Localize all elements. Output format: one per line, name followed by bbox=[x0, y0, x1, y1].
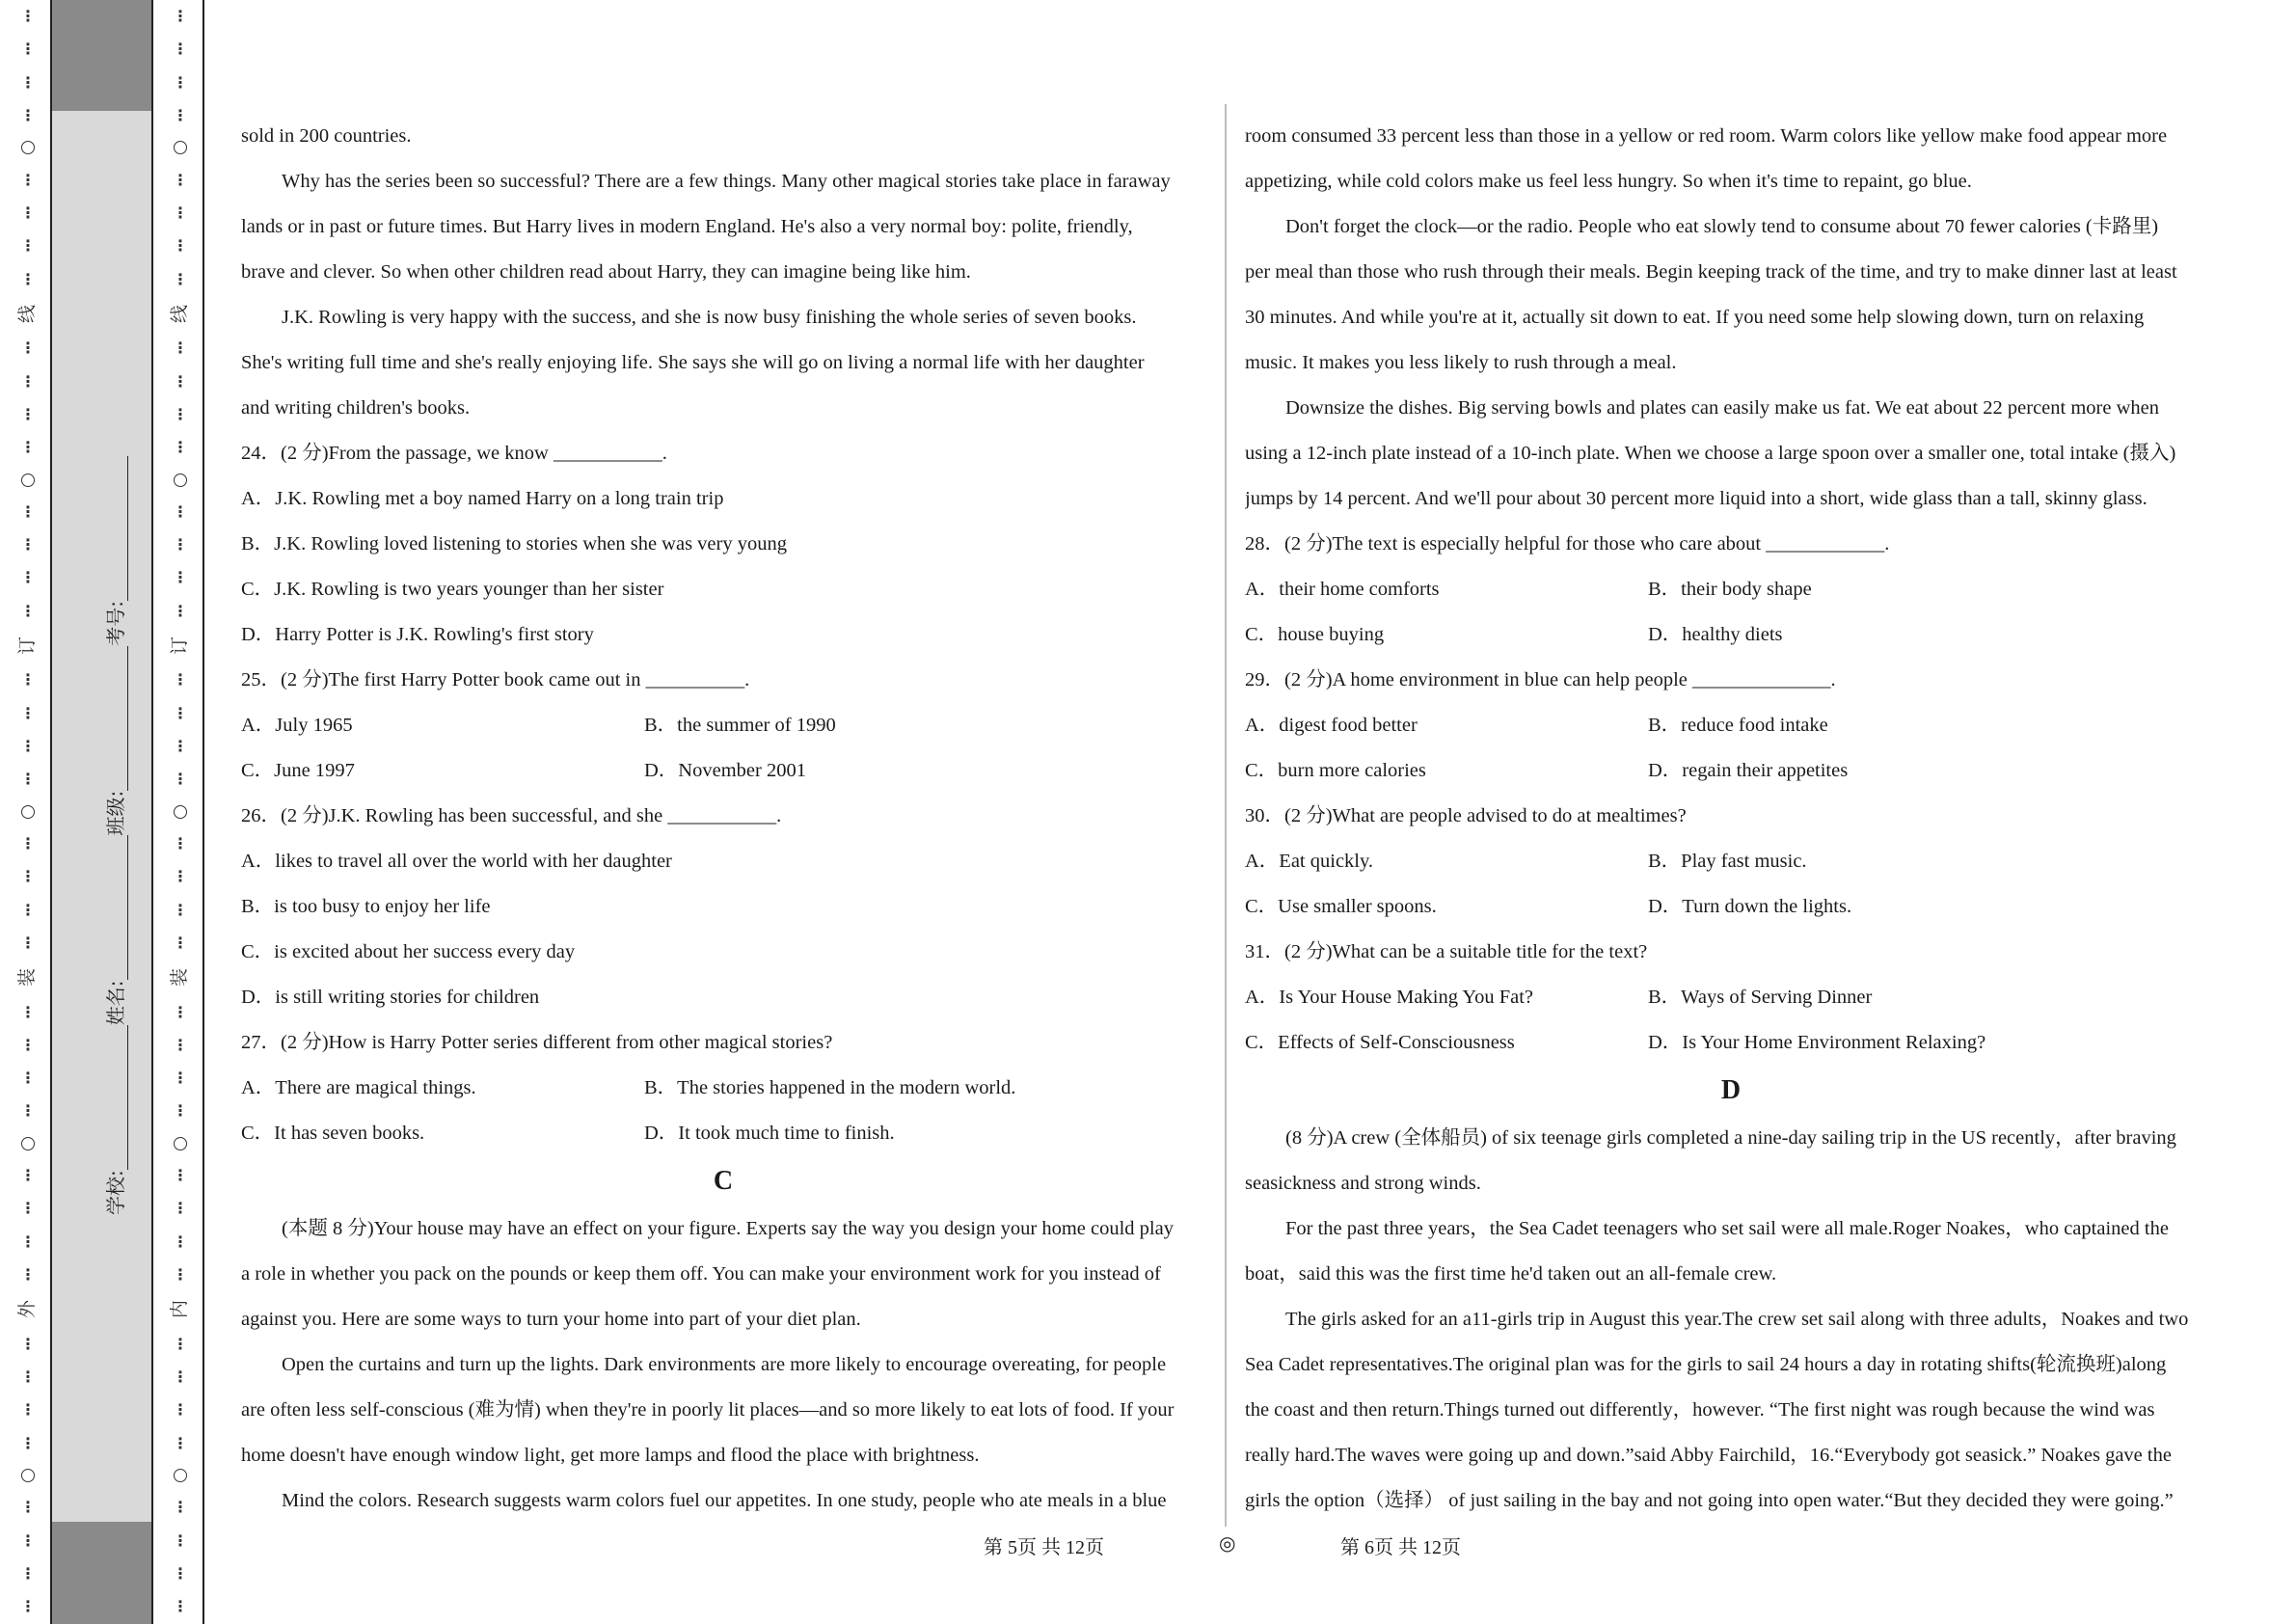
cut-line-dots: ⋮ bbox=[173, 1563, 188, 1583]
cut-line-dots: ⋮ bbox=[173, 703, 188, 722]
passage-line: (8 分)A crew (全体船员) of six teenage girls completed a nine-day sailing trip in the US recently，after braving bbox=[1285, 1127, 2176, 1149]
passage-line: home doesn't have enough window light, get more lamps and flood the place with brightness. bbox=[241, 1445, 980, 1466]
class-field[interactable] bbox=[100, 646, 128, 836]
question-stem: 27．(2 分)How is Harry Potter series different from other magical stories? bbox=[241, 1032, 833, 1053]
passage-line: 30 minutes. And while you're at it, actually sit down to eat. If you need some help slowing down, turn on relaxing bbox=[1245, 307, 2145, 328]
outer-label: 装 bbox=[16, 968, 39, 988]
passage-line: really hard.The waves were going up and down.”said Abby Fairchild，16.“Everybody got seasick.” Noakes gave the bbox=[1245, 1445, 2172, 1466]
outer-label: 订 bbox=[16, 636, 39, 656]
cut-line-dots: ⋮ bbox=[173, 1334, 188, 1353]
left-page-number: 第 5页 共 12页 bbox=[984, 1537, 1104, 1558]
cut-line-circle bbox=[21, 141, 35, 154]
passage-line: music. It makes you less likely to rush through a meal. bbox=[1245, 352, 1677, 373]
cut-line-dots: ⋮ bbox=[173, 72, 188, 92]
inner-label: 订 bbox=[169, 636, 191, 656]
right-page-number: 第 6页 共 12页 bbox=[1340, 1537, 1461, 1558]
cut-line-dots: ⋮ bbox=[20, 1035, 36, 1054]
passage-line: seasickness and strong winds. bbox=[1245, 1173, 1481, 1194]
cut-line-dots: ⋮ bbox=[20, 933, 36, 952]
school-label: 学校: bbox=[104, 1170, 127, 1215]
cut-line-circle bbox=[21, 474, 35, 487]
cut-line-dots: ⋮ bbox=[20, 106, 36, 125]
cut-line-dots: ⋮ bbox=[20, 1265, 36, 1285]
page-5-column bbox=[241, 114, 1205, 1524]
cut-line-dots: ⋮ bbox=[173, 1498, 188, 1517]
cut-line-dots: ⋮ bbox=[20, 1002, 36, 1021]
cut-line-dots: ⋮ bbox=[20, 501, 36, 521]
cut-line-dots: ⋮ bbox=[20, 1433, 36, 1452]
cut-line-dots: ⋮ bbox=[173, 1530, 188, 1550]
option-a[interactable]: A．likes to travel all over the world with her daughter bbox=[241, 851, 672, 872]
passage-line: lands or in past or future times. But Harry lives in modern England. He's also a very normal boy: polite, friendly, bbox=[241, 216, 1133, 237]
option-b[interactable]: B．J.K. Rowling loved listening to stories when she was very young bbox=[241, 533, 787, 555]
cut-line-dots: ⋮ bbox=[20, 438, 36, 457]
passage-line: boat，said this was the first time he'd taken out an all-female crew. bbox=[1245, 1263, 1777, 1285]
option-c[interactable]: C．Use smaller spoons. bbox=[1245, 896, 1437, 917]
binding-line-2 bbox=[151, 0, 153, 1624]
exam-number-blank[interactable] bbox=[106, 456, 128, 601]
option-d[interactable]: D．regain their appetites bbox=[1648, 760, 1849, 781]
question-stem: 31．(2 分)What can be a suitable title for the text? bbox=[1245, 941, 1648, 962]
cut-line-dots: ⋮ bbox=[20, 1400, 36, 1420]
option-b[interactable]: B．Ways of Serving Dinner bbox=[1648, 987, 1873, 1008]
cut-line-dots: ⋮ bbox=[173, 1069, 188, 1088]
cut-line-dots: ⋮ bbox=[173, 1232, 188, 1251]
cut-line-dots: ⋮ bbox=[173, 1166, 188, 1185]
option-b[interactable]: B．reduce food intake bbox=[1648, 715, 1828, 736]
question-stem: 30．(2 分)What are people advised to do at mealtimes? bbox=[1245, 805, 1687, 826]
passage-line: using a 12-inch plate instead of a 10-inch plate. When we choose a large spoon over a smaller one, total intake (摄入) bbox=[1245, 443, 2176, 464]
passage-line: the coast and then return.Things turned out differently，however. “The first night was rough because the wind was bbox=[1245, 1399, 2155, 1421]
cut-line-dots: ⋮ bbox=[173, 1265, 188, 1285]
cut-line-dots: ⋮ bbox=[173, 770, 188, 789]
cut-line-dots: ⋮ bbox=[173, 900, 188, 919]
passage-line: brave and clever. So when other children read about Harry, they can imagine being like him. bbox=[241, 261, 971, 283]
cut-line-dots: ⋮ bbox=[20, 371, 36, 391]
cut-line-dots: ⋮ bbox=[173, 737, 188, 756]
passage-line: jumps by 14 percent. And we'll pour about 30 percent more liquid into a short, wide glass than a tall, skinny glass. bbox=[1245, 488, 2147, 509]
cut-line-dots: ⋮ bbox=[20, 1334, 36, 1353]
passage-line: sold in 200 countries. bbox=[241, 125, 412, 147]
passage-c-continued bbox=[1245, 114, 2217, 522]
inner-label: 内 bbox=[169, 1300, 191, 1319]
binding-dark-block-top bbox=[50, 0, 152, 111]
question-stem: 25．(2 分)The first Harry Potter book came out in __________. bbox=[241, 669, 750, 690]
section-c-heading: C bbox=[713, 1166, 734, 1196]
page-6-column bbox=[1245, 114, 2217, 1524]
question-25 bbox=[241, 658, 1205, 794]
cut-line-dots: ⋮ bbox=[20, 703, 36, 722]
passage-line: The girls asked for an a11-girls trip in August this year.The crew set sail along with three adults，Noakes and two bbox=[1285, 1309, 2189, 1330]
option-d[interactable]: D．Is Your Home Environment Relaxing? bbox=[1648, 1032, 1986, 1053]
cut-line-dots: ⋮ bbox=[20, 568, 36, 587]
option-b[interactable]: B．Play fast music. bbox=[1648, 851, 1807, 872]
cut-line-circle bbox=[174, 1469, 187, 1482]
outer-cut-line bbox=[14, 0, 42, 1624]
cut-line-dots: ⋮ bbox=[173, 106, 188, 125]
name-field[interactable] bbox=[100, 836, 128, 1026]
cut-line-dots: ⋮ bbox=[173, 833, 188, 853]
passage-b-continued bbox=[241, 114, 1205, 431]
inner-label: 装 bbox=[169, 968, 191, 988]
cut-line-dots: ⋮ bbox=[20, 670, 36, 690]
cut-line-dots: ⋮ bbox=[173, 1400, 188, 1420]
cut-line-dots: ⋮ bbox=[173, 867, 188, 886]
option-a[interactable]: A．J.K. Rowling met a boy named Harry on a long train trip bbox=[241, 488, 724, 509]
cut-line-dots: ⋮ bbox=[20, 833, 36, 853]
cut-line-dots: ⋮ bbox=[20, 1498, 36, 1517]
cut-line-dots: ⋮ bbox=[20, 236, 36, 256]
cut-line-dots: ⋮ bbox=[173, 535, 188, 555]
cut-line-dots: ⋮ bbox=[173, 501, 188, 521]
question-26 bbox=[241, 794, 1205, 1020]
outer-label: 外 bbox=[16, 1300, 39, 1319]
cut-line-dots: ⋮ bbox=[20, 737, 36, 756]
passage-line: are often less self-conscious (难为情) when they're in poorly lit places—and so more likely to eat lots of food. If your bbox=[241, 1399, 1175, 1421]
page-footer bbox=[0, 1531, 2296, 1570]
option-a[interactable]: A．July 1965 bbox=[241, 715, 353, 736]
school-blank[interactable] bbox=[106, 1025, 128, 1170]
passage-line: For the past three years，the Sea Cadet teenagers who set sail were all male.Roger Noakes，who captained the bbox=[1285, 1218, 2169, 1239]
option-d[interactable]: D．healthy diets bbox=[1648, 624, 1783, 645]
passage-line: room consumed 33 percent less than those in a yellow or red room. Warm colors like yellow make food appear more bbox=[1245, 125, 2168, 147]
cut-line-dots: ⋮ bbox=[20, 404, 36, 423]
question-stem: 26．(2 分)J.K. Rowling has been successful, and she ___________. bbox=[241, 805, 782, 826]
option-d[interactable]: D．It took much time to finish. bbox=[644, 1123, 895, 1144]
passage-d bbox=[1245, 1116, 2217, 1524]
cut-line-dots: ⋮ bbox=[173, 203, 188, 223]
cut-line-circle bbox=[21, 805, 35, 819]
passage-line: Don't forget the clock—or the radio. People who eat slowly tend to consume about 70 fewer calories (卡路里) bbox=[1285, 216, 2159, 237]
passage-line: Sea Cadet representatives.The original plan was for the girls to sail 24 hours a day in rotating shifts(轮流换班)along bbox=[1245, 1354, 2167, 1375]
cut-line-dots: ⋮ bbox=[173, 1433, 188, 1452]
cut-line-dots: ⋮ bbox=[20, 1069, 36, 1088]
passage-line: Mind the colors. Research suggests warm colors fuel our appetites. In one study, people who ate meals in a blue bbox=[282, 1490, 1167, 1511]
cut-line-circle bbox=[174, 474, 187, 487]
option-b[interactable]: B．the summer of 1990 bbox=[644, 715, 836, 736]
cut-line-dots: ⋮ bbox=[173, 1035, 188, 1054]
cut-line-dots: ⋮ bbox=[20, 1166, 36, 1185]
column-divider bbox=[1225, 104, 1227, 1527]
cut-line-dots: ⋮ bbox=[20, 170, 36, 189]
passage-line: appetizing, while cold colors make us feel less hungry. So when it's time to repaint, go blue. bbox=[1245, 171, 1972, 192]
cut-line-circle bbox=[21, 1137, 35, 1150]
cut-line-dots: ⋮ bbox=[173, 438, 188, 457]
cut-line-dots: ⋮ bbox=[173, 1367, 188, 1386]
option-a[interactable]: A．digest food better bbox=[1245, 715, 1418, 736]
passage-line: per meal than those who rush through their meals. Begin keeping track of the time, and try to make dinner last at least bbox=[1245, 261, 2177, 283]
cut-line-dots: ⋮ bbox=[173, 338, 188, 358]
option-a[interactable]: A．There are magical things. bbox=[241, 1077, 476, 1098]
cut-line-dots: ⋮ bbox=[173, 371, 188, 391]
passage-line: a role in whether you pack on the pounds or keep them off. You can make your environment work for you instead of bbox=[241, 1263, 1161, 1285]
option-d[interactable]: D．is still writing stories for children bbox=[241, 987, 540, 1008]
question-31 bbox=[1245, 930, 2217, 1066]
question-stem: 28．(2 分)The text is especially helpful for those who care about ____________. bbox=[1245, 533, 1890, 555]
cut-line-dots: ⋮ bbox=[20, 770, 36, 789]
passage-line: girls the option（选择） of just sailing in the bay and not going into open water.“But they decided they were going.” bbox=[1245, 1490, 2174, 1511]
binding-line-3 bbox=[203, 0, 204, 1624]
name-label: 姓名: bbox=[104, 980, 127, 1026]
cut-line-dots: ⋮ bbox=[20, 1530, 36, 1550]
cut-line-dots: ⋮ bbox=[173, 236, 188, 256]
cut-line-dots: ⋮ bbox=[173, 404, 188, 423]
passage-line: J.K. Rowling is very happy with the success, and she is now busy finishing the whole series of seven books. bbox=[282, 307, 1137, 328]
question-stem: 24．(2 分)From the passage, we know ___________. bbox=[241, 443, 667, 464]
question-30 bbox=[1245, 794, 2217, 930]
passage-line: and writing children's books. bbox=[241, 397, 471, 419]
option-a[interactable]: A．their home comforts bbox=[1245, 579, 1440, 600]
cut-line-dots: ⋮ bbox=[173, 1199, 188, 1218]
option-c[interactable]: C．burn more calories bbox=[1245, 760, 1426, 781]
option-c[interactable]: C．J.K. Rowling is two years younger than her sister bbox=[241, 579, 664, 600]
outer-label: 线 bbox=[16, 304, 39, 323]
cut-line-circle bbox=[174, 1137, 187, 1150]
name-blank[interactable] bbox=[106, 836, 128, 981]
question-29 bbox=[1245, 658, 2217, 794]
cut-line-dots: ⋮ bbox=[20, 867, 36, 886]
cut-line-dots: ⋮ bbox=[20, 1367, 36, 1386]
option-c[interactable]: C．It has seven books. bbox=[241, 1123, 425, 1144]
option-b[interactable]: B．The stories happened in the modern world. bbox=[644, 1077, 1016, 1098]
cut-line-dots: ⋮ bbox=[20, 203, 36, 223]
question-27 bbox=[241, 1020, 1205, 1156]
cut-line-dots: ⋮ bbox=[20, 1199, 36, 1218]
cut-line-dots: ⋮ bbox=[20, 535, 36, 555]
cut-line-dots: ⋮ bbox=[173, 670, 188, 690]
cut-line-dots: ⋮ bbox=[173, 568, 188, 587]
class-label: 班级: bbox=[104, 790, 127, 836]
cut-line-circle bbox=[21, 1469, 35, 1482]
option-a[interactable]: A．Eat quickly. bbox=[1245, 851, 1374, 872]
cut-line-dots: ⋮ bbox=[20, 601, 36, 620]
exam-number-field[interactable] bbox=[100, 456, 128, 646]
cut-line-circle bbox=[174, 141, 187, 154]
option-c[interactable]: C．house buying bbox=[1245, 624, 1385, 645]
passage-line: Why has the series been so successful? There are a few things. Many other magical stories take place in faraway bbox=[282, 171, 1171, 192]
option-d[interactable]: D．Harry Potter is J.K. Rowling's first story bbox=[241, 624, 594, 645]
passage-line: Downsize the dishes. Big serving bowls and plates can easily make us fat. We eat about 22 percent more when bbox=[1285, 397, 2159, 419]
option-a[interactable]: A．Is Your House Making You Fat? bbox=[1245, 987, 1533, 1008]
cut-line-dots: ⋮ bbox=[173, 601, 188, 620]
cut-line-dots: ⋮ bbox=[20, 338, 36, 358]
section-d-heading: D bbox=[1720, 1075, 1742, 1105]
option-c[interactable]: C．June 1997 bbox=[241, 760, 355, 781]
question-28 bbox=[1245, 522, 2217, 658]
passage-line: Open the curtains and turn up the lights. Dark environments are more likely to encourage overeating, for people bbox=[282, 1354, 1167, 1375]
option-c[interactable]: C．Effects of Self-Consciousness bbox=[1245, 1032, 1515, 1053]
option-d[interactable]: D．Turn down the lights. bbox=[1648, 896, 1852, 917]
cut-line-dots: ⋮ bbox=[20, 269, 36, 288]
passage-c bbox=[241, 1206, 1205, 1524]
cut-line-dots: ⋮ bbox=[20, 72, 36, 92]
passage-line: (本题 8 分)Your house may have an effect on your figure. Experts say the way you design your home could play bbox=[282, 1218, 1174, 1239]
student-info-fields bbox=[100, 456, 128, 1215]
option-c[interactable]: C．is excited about her success every day bbox=[241, 941, 576, 962]
exam-number-label: 考号: bbox=[104, 601, 127, 646]
binding-line-1 bbox=[50, 0, 52, 1624]
cut-line-dots: ⋮ bbox=[173, 1101, 188, 1121]
cut-line-dots: ⋮ bbox=[173, 7, 188, 26]
cut-line-dots: ⋮ bbox=[20, 1597, 36, 1616]
passage-line: against you. Here are some ways to turn your home into part of your diet plan. bbox=[241, 1309, 861, 1330]
center-mark-icon: ◎ bbox=[1219, 1533, 1236, 1555]
inner-label: 线 bbox=[169, 304, 191, 323]
question-24 bbox=[241, 431, 1205, 658]
option-b[interactable]: B．their body shape bbox=[1648, 579, 1812, 600]
binding-margin bbox=[0, 0, 204, 1624]
cut-line-dots: ⋮ bbox=[20, 1232, 36, 1251]
class-blank[interactable] bbox=[106, 646, 128, 791]
cut-line-dots: ⋮ bbox=[173, 40, 188, 59]
cut-line-dots: ⋮ bbox=[20, 40, 36, 59]
inner-cut-line bbox=[166, 0, 195, 1624]
cut-line-dots: ⋮ bbox=[20, 900, 36, 919]
cut-line-dots: ⋮ bbox=[173, 170, 188, 189]
cut-line-dots: ⋮ bbox=[20, 1101, 36, 1121]
question-stem: 29．(2 分)A home environment in blue can help people ______________. bbox=[1245, 669, 1836, 690]
passage-line: She's writing full time and she's really enjoying life. She says she will go on living a normal life with her daughter bbox=[241, 352, 1145, 373]
cut-line-dots: ⋮ bbox=[173, 269, 188, 288]
cut-line-dots: ⋮ bbox=[173, 1002, 188, 1021]
cut-line-dots: ⋮ bbox=[173, 933, 188, 952]
option-d[interactable]: D．November 2001 bbox=[644, 760, 806, 781]
school-field[interactable] bbox=[100, 1025, 128, 1215]
option-b[interactable]: B．is too busy to enjoy her life bbox=[241, 896, 491, 917]
cut-line-dots: ⋮ bbox=[173, 1597, 188, 1616]
cut-line-dots: ⋮ bbox=[20, 7, 36, 26]
cut-line-dots: ⋮ bbox=[20, 1563, 36, 1583]
cut-line-circle bbox=[174, 805, 187, 819]
